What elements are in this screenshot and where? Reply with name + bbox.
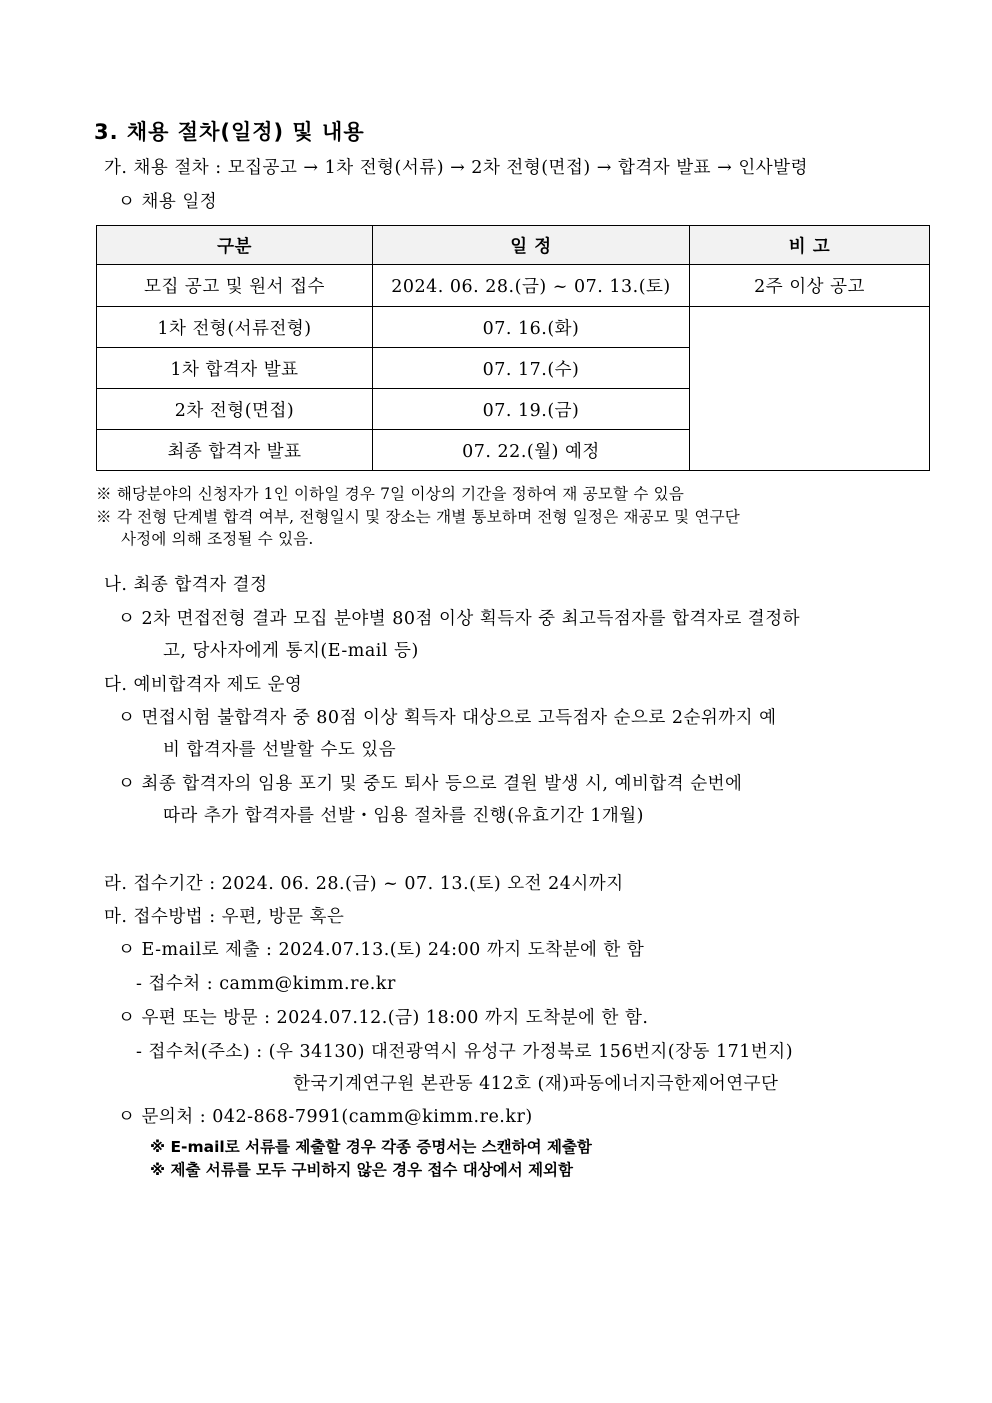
hiring-procedure: 가. 채용 절차 : 모집공고 → 1차 전형(서류) → 2차 전형(면접) → 합격자 발표 → 인사발령 xyxy=(104,158,808,178)
post-address-2: 한국기계연구원 본관동 412호 (재)파동에너지극한제어연구단 xyxy=(293,1074,779,1094)
application-method-title: 마. 접수방법 : 우편, 방문 혹은 xyxy=(104,907,345,927)
schedule-table xyxy=(96,225,930,471)
header-date: 일 정 xyxy=(373,226,690,265)
email-recipient: - 접수처 : camm@kimm.re.kr xyxy=(136,974,396,994)
row-category: 1차 전형(서류전형) xyxy=(97,307,373,348)
row-category: 모집 공고 및 원서 접수 xyxy=(97,265,373,307)
row-date: 07. 16.(화) xyxy=(373,307,690,348)
row-date: 2024. 06. 28.(금) ~ 07. 13.(토) xyxy=(373,265,690,307)
contact-info: ㅇ 문의처 : 042-868-7991(camm@kimm.re.kr) xyxy=(118,1107,533,1127)
row-date: 07. 17.(수) xyxy=(373,348,690,389)
email-submission: ㅇ E-mail로 제출 : 2024.07.13.(토) 24:00 까지 도착분에 한 함 xyxy=(118,940,645,960)
table-header-row xyxy=(97,226,930,265)
row-note: 2주 이상 공고 xyxy=(690,265,930,307)
row-note-empty xyxy=(690,307,930,471)
reserve-title: 다. 예비합격자 제도 운영 xyxy=(104,675,303,695)
final-decision-title: 나. 최종 합격자 결정 xyxy=(104,575,268,595)
note-2-cont: 사정에 의해 조정될 수 있음. xyxy=(121,530,314,548)
row-date: 07. 19.(금) xyxy=(373,389,690,430)
final-decision-line2: 고, 당사자에게 통지(E-mail 등) xyxy=(163,641,419,661)
final-decision-line1: ㅇ 2차 면접전형 결과 모집 분야별 80점 이상 획득자 중 최고득점자를 합격자로 결정하 xyxy=(118,609,801,629)
reserve-b2-line1: ㅇ 최종 합격자의 임용 포기 및 중도 퇴사 등으로 결원 발생 시, 예비합격 순번에 xyxy=(118,774,743,794)
row-category: 2차 전형(면접) xyxy=(97,389,373,430)
post-address-1: - 접수처(주소) : (우 34130) 대전광역시 유성구 가정북로 156번지(장동 171번지) xyxy=(136,1042,794,1062)
note-1: ※ 해당분야의 신청자가 1인 이하일 경우 7일 이상의 기간을 정하여 재 공모할 수 있음 xyxy=(96,485,685,503)
table-row xyxy=(97,307,930,348)
row-category: 최종 합격자 발표 xyxy=(97,430,373,471)
bold-note-2: ※ 제출 서류를 모두 구비하지 않은 경우 접수 대상에서 제외함 xyxy=(150,1161,573,1179)
bold-note-1: ※ E-mail로 서류를 제출할 경우 각종 증명서는 스캔하여 제출함 xyxy=(150,1138,592,1156)
reserve-b1-line2: 비 합격자를 선발할 수도 있음 xyxy=(163,740,397,760)
header-note: 비 고 xyxy=(690,226,930,265)
application-period: 라. 접수기간 : 2024. 06. 28.(금) ~ 07. 13.(토) 오전 24시까지 xyxy=(104,874,624,894)
post-submission: ㅇ 우편 또는 방문 : 2024.07.12.(금) 18:00 까지 도착분에 한 함. xyxy=(118,1008,649,1028)
reserve-b1-line1: ㅇ 면접시험 불합격자 중 80점 이상 획득자 대상으로 고득점자 순으로 2순위까지 예 xyxy=(118,708,777,728)
header-category: 구분 xyxy=(97,226,373,265)
reserve-b2-line2: 따라 추가 합격자를 선발・임용 절차를 진행(유효기간 1개월) xyxy=(163,806,644,826)
row-date: 07. 22.(월) 예정 xyxy=(373,430,690,471)
section-title: 3. 채용 절차(일정) 및 내용 xyxy=(94,120,365,144)
row-category: 1차 합격자 발표 xyxy=(97,348,373,389)
table-row xyxy=(97,265,930,307)
schedule-bullet: ㅇ 채용 일정 xyxy=(118,192,218,212)
note-2: ※ 각 전형 단계별 합격 여부, 전형일시 및 장소는 개별 통보하며 전형 일정은 재공모 및 연구단 xyxy=(96,508,740,526)
